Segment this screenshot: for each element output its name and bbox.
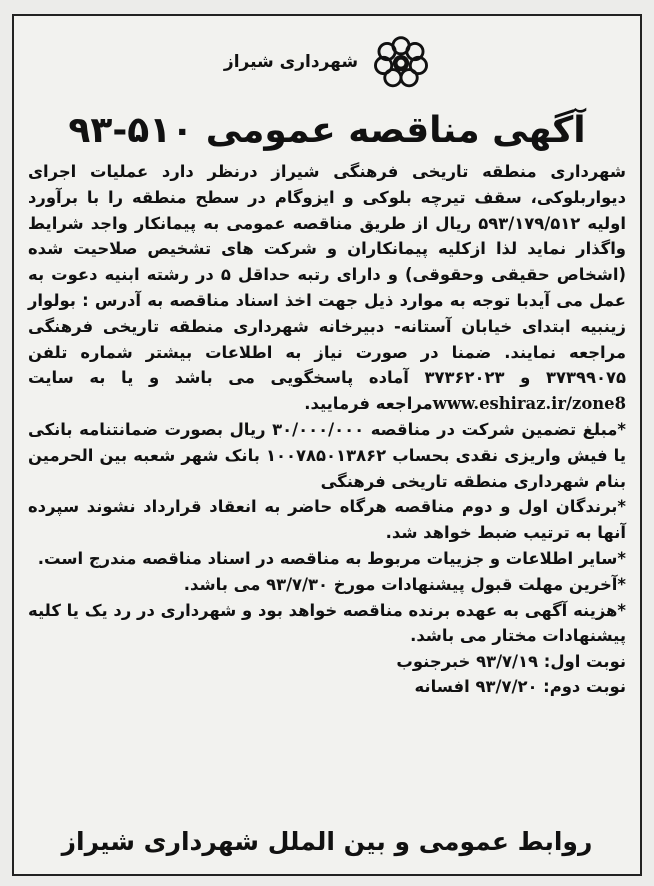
publication-notices <box>28 649 626 699</box>
org-name: شهرداری شیراز <box>223 52 359 72</box>
guarantee-item: *مبلغ تضمین شرکت در مناقصه ۳۰/۰۰۰/۰۰۰ ریال بصورت ضمانتنامه بانکی یا فیش واریزی نقدی بحساب ۱۰۰۷۸۵۰۱۳۸۶۲ بانک شهر شعبه بین الحرمین بنام شهرداری منطقه تاریخی فرهنگی <box>28 419 626 491</box>
details-item: *سایر اطلاعات و جزییات مربوط به مناقصه در اسناد مناقصه مندرج است. <box>37 548 626 568</box>
website-link[interactable]: www.eshiraz.ir/zone8 <box>432 394 626 414</box>
cost-item: *هزینه آگهی به عهده برنده مناقصه خواهد بود و شهرداری در رد یک یا کلیه پیشنهادات مختار می باشد. <box>28 600 626 646</box>
footer-signature: روابط عمومی و بین الملل شهرداری شیراز <box>61 827 593 856</box>
ad-frame <box>12 14 642 876</box>
main-paragraph-text: شهرداری منطقه تاریخی فرهنگی شیراز درنظر دارد عملیات اجرای دیواربلوکی، سقف تیرچه بلوکی و ایزوگام در سطح منطقه را با برآورد اولیه ۵۹۳/۱۷۹/۵۱۲ ریال از طریق مناقصه عمومی به پیمانکار واجد شرایط واگذار نماید لذا ازکلیه پیمانکاران و شرکت های تشخیص صلاحیت شده (اشخاص حقیقی وحقوقی) و دارای رتبه حداقل ۵ در رشته ابنیه دعوت به عمل می آیدبا توجه به موارد ذیل جهت اخذ اسناد مناقصه به آدرس : بولوار زینبیه ابتدای خیابان آستانه- دبیرخانه شهرداری منطقه تاریخی فرهنگی مراجعه نمایند. ضمنا در صورت نیاز به اطلاعات بیشتر شماره تلفن ۳۷۳۹۹۰۷۵ و ۳۷۳۶۲۰۲۳ آماده پاسخگویی می باشد و یا به سایت <box>28 162 626 388</box>
header <box>28 32 626 92</box>
ad-title: آگهی مناقصه عمومی ۵۱۰-۹۳ <box>68 110 586 151</box>
deadline-item: *آخرین مهلت قبول پیشنهادات مورخ ۹۳/۷/۳۰ می باشد. <box>183 574 626 594</box>
main-paragraph <box>28 159 626 417</box>
ad-body <box>28 159 626 649</box>
shiraz-municipality-flower-icon <box>372 33 430 91</box>
winners-item: *برندگان اول و دوم مناقصه هرگاه حاضر به انعقاد قرارداد نشوند سپرده آنها به ترتیب ضبط خواهد شد. <box>28 497 626 543</box>
first-notice: نوبت اول: ۹۳/۷/۱۹ خبرجنوب <box>396 652 626 672</box>
second-notice: نوبت دوم: ۹۳/۷/۲۰ افسانه <box>414 677 626 697</box>
main-paragraph-end: مراجعه فرمایید. <box>304 394 433 414</box>
